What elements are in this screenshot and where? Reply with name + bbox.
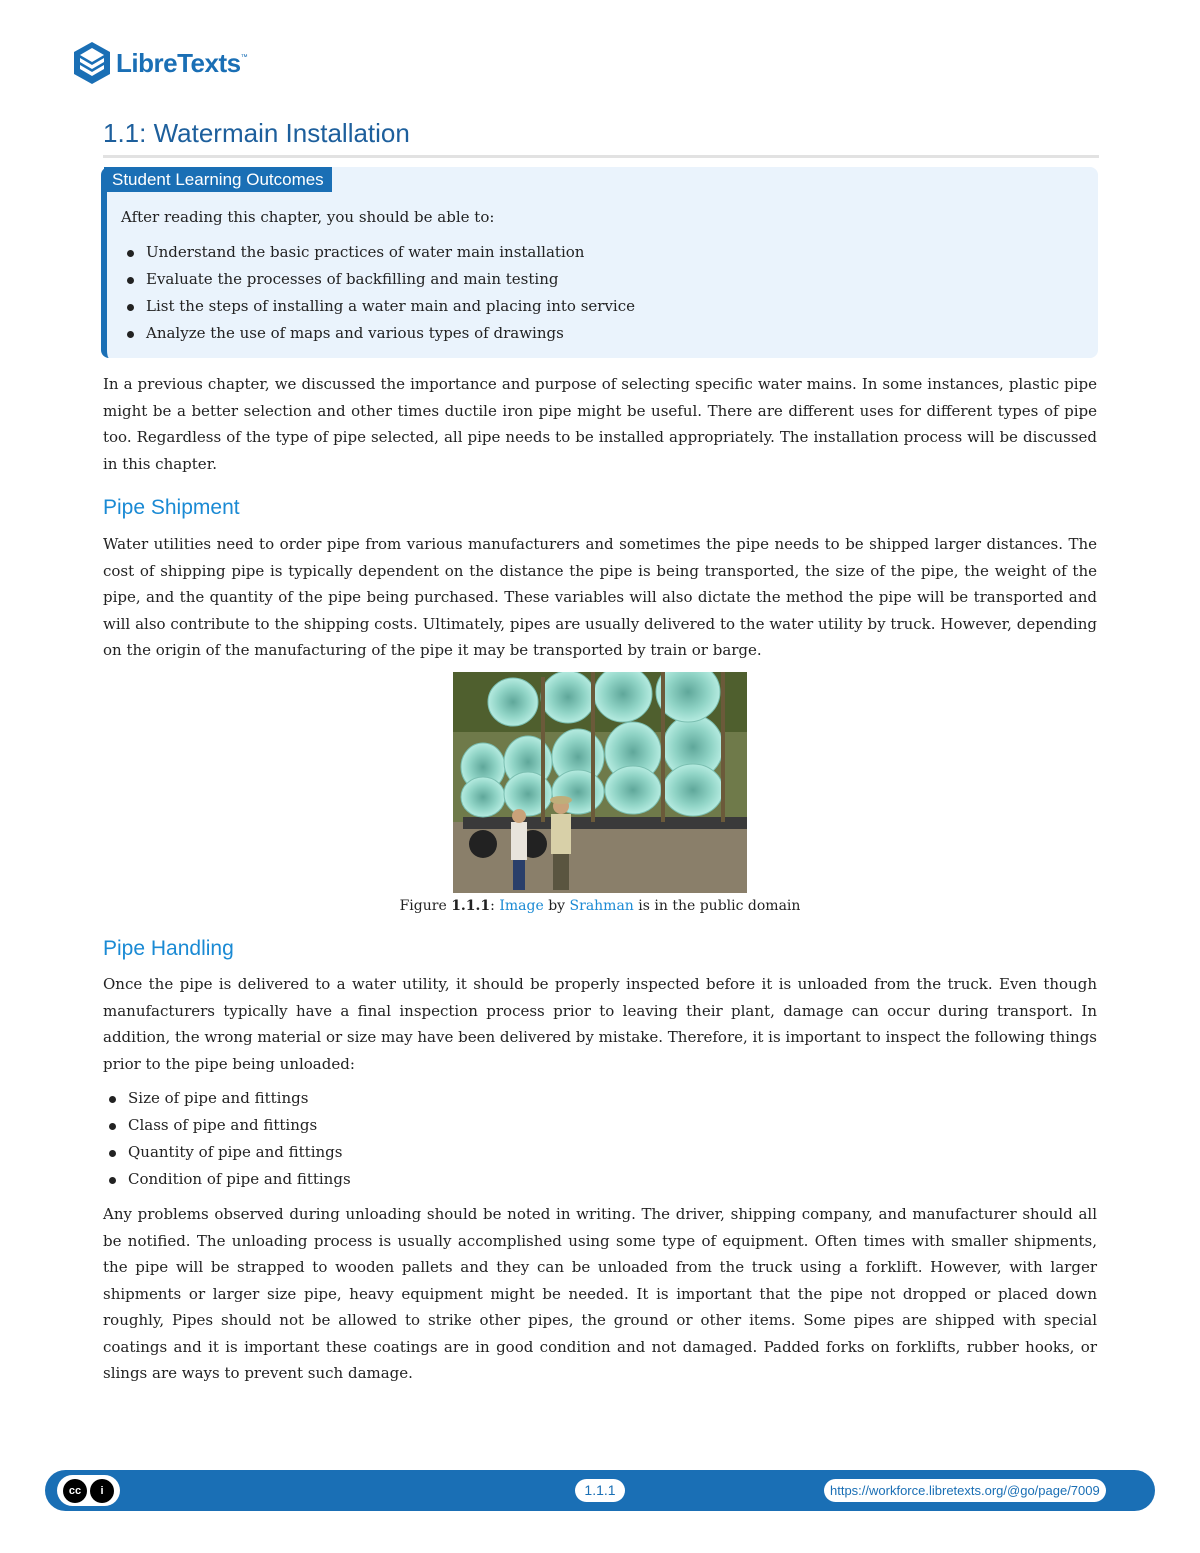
inspection-list	[128, 1087, 351, 1195]
figure-number: 1.1.1	[451, 898, 491, 914]
list-item: List the steps of installing a water main and placing into service	[146, 295, 635, 322]
list-item: Class of pipe and fittings	[128, 1114, 351, 1141]
libretexts-cube-icon	[72, 40, 112, 86]
image-link[interactable]: Image	[499, 898, 544, 914]
figure-label: Figure	[399, 898, 452, 914]
attribution-icon: i	[90, 1479, 114, 1503]
page-number: 1.1.1	[575, 1479, 625, 1502]
figure-by: by	[543, 898, 570, 914]
logo-text: LibreTexts	[116, 47, 241, 78]
list-item: Condition of pipe and fittings	[128, 1168, 351, 1195]
figure-license: is in the public domain	[633, 898, 801, 914]
pipe-handling-paragraph-1: Once the pipe is delivered to a water utility, it should be properly inspected before it is unloaded from the truck. Even though manufacturers typically have a final inspection process prior to leaving their plant, damage can occur during transport. In addition, the wrong material or size may have been delivered by mistake. Therefore, it is important to inspect the following things prior to the pipe being unloaded:	[103, 975, 1097, 1073]
section-heading-pipe-shipment: Pipe Shipment	[103, 496, 240, 519]
pipe-shipment-paragraph: Water utilities need to order pipe from various manufacturers and sometimes the pipe needs to be shipped larger distances. The cost of shipping pipe is typically dependent on the distance the pipe is being transported, the size of the pipe, the weight of the pipe, and the quantity of the pipe being purchased. These variables will also dictate the method the pipe will be transported and will also contribute to the shipping costs. Ultimately, pipes are usually delivered to the water utility by truck. However, depending on the origin of the manufacturing of the pipe it may be transported by train or barge.	[103, 535, 1097, 659]
learning-outcomes-label: Student Learning Outcomes	[104, 167, 332, 192]
author-link[interactable]: Srahman	[569, 898, 634, 914]
logo-trademark: ™	[240, 53, 248, 61]
intro-paragraph: In a previous chapter, we discussed the importance and purpose of selecting specific water mains. In some instances, plastic pipe might be a better selection and other times ductile iron pipe might be useful. There are different uses for different types of pipe too. Regardless of the type of pipe selected, all pipe needs to be installed appropriately. The installation process will be discussed in this chapter.	[103, 375, 1097, 473]
cc-icon: cc	[63, 1479, 87, 1503]
list-item: Evaluate the processes of backfilling and main testing	[146, 268, 635, 295]
list-item: Understand the basic practices of water main installation	[146, 241, 635, 268]
learning-outcomes-list	[146, 241, 635, 349]
figure-caption	[0, 898, 1200, 914]
pipe-handling-paragraph-2: Any problems observed during unloading should be noted in writing. The driver, shipping company, and manufacturer should all be notified. The unloading process is usually accomplished using some type of equipment. Often times with smaller shipments, the pipe will be strapped to wooden pallets and they can be unloaded from the truck using a forklift. However, with larger shipments or larger size pipe, heavy equipment might be needed. It is important that the pipe not dropped or placed down roughly, Pipes should not be allowed to strike other pipes, the ground or other items. Some pipes are shipped with special coatings and it is important these coatings are in good condition and not damaged. Padded forks on forklifts, rubber hooks, or slings are ways to prevent such damage.	[103, 1205, 1097, 1382]
section-heading-pipe-handling: Pipe Handling	[103, 937, 234, 960]
title-divider	[103, 155, 1099, 158]
figure-colon: :	[490, 898, 500, 914]
list-item: Analyze the use of maps and various types of drawings	[146, 322, 635, 349]
learning-outcomes-intro: After reading this chapter, you should be able to:	[121, 208, 495, 226]
page-url-link[interactable]: https://workforce.libretexts.org/@go/page/7009	[824, 1479, 1106, 1502]
libretexts-logo[interactable]	[72, 40, 248, 86]
page-title: 1.1: Watermain Installation	[103, 118, 410, 148]
pipe-truck-photo	[453, 672, 747, 893]
list-item: Quantity of pipe and fittings	[128, 1141, 351, 1168]
list-item: Size of pipe and fittings	[128, 1087, 351, 1114]
cc-license-badge[interactable]	[57, 1475, 120, 1506]
